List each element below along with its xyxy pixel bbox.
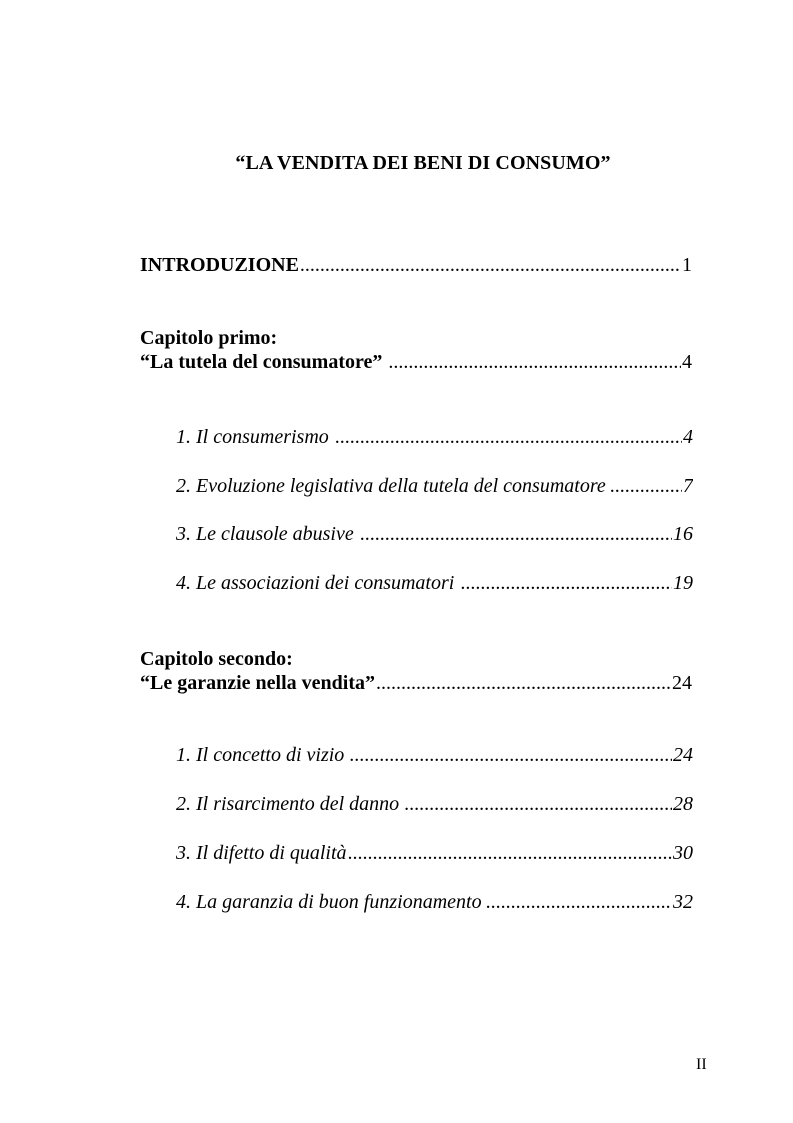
toc-entry-page: 24 bbox=[672, 672, 692, 694]
toc-entry-section[interactable] bbox=[176, 570, 693, 596]
dot-leader bbox=[376, 670, 671, 696]
toc-entry-label: INTRODUZIONE bbox=[140, 254, 299, 276]
toc-entry-label: 3. Le clausole abusive bbox=[176, 523, 354, 545]
toc-entry-section[interactable] bbox=[176, 840, 693, 866]
toc-entry-page: 4 bbox=[683, 426, 693, 448]
toc-entry-section[interactable] bbox=[176, 424, 693, 450]
toc-entry-section[interactable] bbox=[176, 791, 693, 817]
toc-entry-section[interactable] bbox=[176, 889, 693, 915]
dot-leader bbox=[349, 742, 672, 768]
dot-leader bbox=[360, 521, 672, 547]
dot-leader bbox=[388, 349, 681, 375]
toc-entry-section[interactable] bbox=[176, 521, 693, 547]
dot-leader bbox=[460, 570, 672, 596]
toc-entry-label: 2. Evoluzione legislativa della tutela del consumatore bbox=[176, 475, 606, 497]
toc-entry-page: 7 bbox=[683, 475, 693, 497]
toc-entry-page: 32 bbox=[673, 891, 693, 913]
toc-entry-label: 4. Le associazioni dei consumatori bbox=[176, 572, 455, 594]
toc-entry-label: 2. Il risarcimento del danno bbox=[176, 793, 400, 815]
toc-entry-page: 4 bbox=[682, 351, 692, 373]
toc-entry-page: 30 bbox=[673, 842, 693, 864]
dot-leader bbox=[335, 424, 682, 450]
toc-entry-page: 16 bbox=[673, 523, 693, 545]
document-title: “LA VENDITA DEI BENI DI CONSUMO” bbox=[235, 152, 611, 174]
page-number: II bbox=[696, 1056, 707, 1073]
toc-entry-label: 1. Il consumerismo bbox=[176, 426, 329, 448]
dot-leader bbox=[486, 889, 672, 915]
toc-entry-label: “Le garanzie nella vendita” bbox=[140, 672, 375, 694]
toc-entry-introduction[interactable] bbox=[140, 252, 692, 278]
toc-entry-page: 28 bbox=[673, 793, 693, 815]
toc-entry-chapter-2[interactable] bbox=[140, 670, 692, 696]
toc-entry-section[interactable] bbox=[176, 742, 693, 768]
toc-entry-page: 19 bbox=[673, 572, 693, 594]
dot-leader bbox=[404, 791, 672, 817]
toc-entry-label: 1. Il concetto di vizio bbox=[176, 744, 345, 766]
toc-entry-label: 4. La garanzia di buon funzionamento bbox=[176, 891, 482, 913]
toc-entry-page: 1 bbox=[682, 254, 692, 276]
dot-leader bbox=[610, 473, 682, 499]
chapter-heading: Capitolo secondo: bbox=[140, 648, 293, 670]
toc-entry-label: 3. Il difetto di qualità bbox=[176, 842, 347, 864]
toc-entry-section[interactable] bbox=[176, 473, 693, 499]
dot-leader bbox=[300, 252, 681, 278]
toc-entry-label: “La tutela del consumatore” bbox=[140, 351, 383, 373]
chapter-heading: Capitolo primo: bbox=[140, 327, 278, 349]
toc-entry-chapter-1[interactable] bbox=[140, 349, 692, 375]
toc-entry-page: 24 bbox=[673, 744, 693, 766]
dot-leader bbox=[348, 840, 672, 866]
